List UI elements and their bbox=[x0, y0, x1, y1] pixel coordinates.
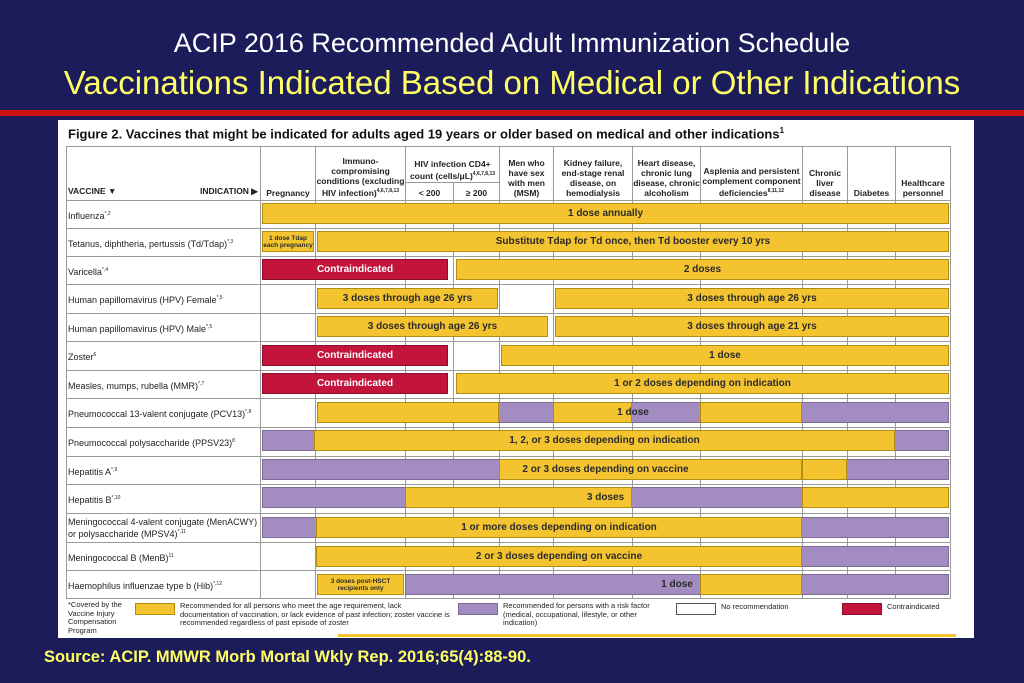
row-label-pcv13: Pneumococcal 13-valent conjugate $(PCV13)^{*,8}$ bbox=[68, 409, 252, 419]
col-header-immunocompromising: Immuno-compromising conditions (excluding HIV infection)$^{4,6,7,8,13}$ bbox=[316, 156, 405, 198]
row-label-hpv-female: Human papillomavirus (HPV) Female$^{*,5}$ bbox=[68, 295, 223, 305]
col-header-hiv-ge200: ≥ 200 bbox=[465, 188, 488, 198]
row-label-varicella: Varicella$^{*,4}$ bbox=[68, 266, 108, 277]
legend-purple-text: Recommended for persons with a risk factor (medical, occupational, lifestyle, or other indication) bbox=[503, 601, 650, 627]
bar-hib-hsct: 3 doses post-HSCT recipients only bbox=[317, 574, 404, 595]
vaccine-column-header: VACCINE ▼ bbox=[68, 186, 117, 196]
title-divider bbox=[0, 110, 1024, 116]
col-header-liver: Chronic liver disease bbox=[808, 168, 842, 198]
bar-tdap-pregnancy: 1 dose Tdap each pregnancy bbox=[262, 231, 314, 252]
legend-none-text: No recommendation bbox=[721, 602, 789, 611]
legend-yellow-swatch bbox=[135, 603, 175, 615]
col-header-hiv: HIV infection CD4+ count (cells/μL)$^{4,6,7,8,13}$ bbox=[409, 159, 496, 181]
legend-purple-swatch bbox=[458, 603, 498, 615]
row-label-menb: Meningococcal B (MenB)$^{11}$ bbox=[68, 552, 174, 563]
row-label-ppsv23: Pneumococcal polysaccharide (PPSV23)$^8$ bbox=[68, 438, 235, 448]
col-header-pregnancy: Pregnancy bbox=[266, 188, 310, 198]
figure-title: Figure 2. Vaccines that might be indicated for adults aged 19 years or older based on medical and other indications$^1$ bbox=[68, 126, 785, 142]
bar-mmr-contraindicated: Contraindicated bbox=[262, 373, 448, 394]
slide-subtitle: Vaccinations Indicated Based on Medical or Other Indications bbox=[63, 64, 961, 101]
row-label-influenza: Influenza$^{*,2}$ bbox=[68, 210, 111, 221]
col-header-msm: Men who have sex with men (MSM) bbox=[508, 158, 545, 198]
row-label-hpv-male: Human papillomavirus (HPV) Male$^{*,5}$ bbox=[68, 323, 213, 334]
row-label-mmr: Measles, mumps, rubella (MMR)$^{*,7}$ bbox=[68, 380, 205, 391]
bar-hpv-male-right: 3 doses through age 21 yrs bbox=[555, 316, 949, 337]
bar-pcv13-label: 1 dose bbox=[617, 406, 649, 418]
bar-influenza: 1 dose annually bbox=[262, 203, 949, 224]
figure-bottom-accent bbox=[338, 634, 956, 637]
row-label-hepatitis-b: Hepatitis $B^{*,10}$ bbox=[68, 495, 121, 505]
col-header-kidney: Kidney failure, end-stage renal disease, on hemodialysis bbox=[561, 158, 625, 198]
col-header-diabetes: Diabetes bbox=[853, 188, 890, 198]
bar-hpv-female-left: 3 doses through age 26 yrs bbox=[317, 288, 498, 309]
bar-zoster-contraindicated: Contraindicated bbox=[262, 345, 448, 366]
col-header-asplenia: Asplenia and persistent complement component deficiencies$^{8,11,12}$ bbox=[702, 166, 801, 198]
col-header-healthcare: Healthcare personnel bbox=[901, 178, 945, 198]
indication-header: INDICATION ▶ bbox=[200, 186, 258, 196]
row-label-menacwy: Meningococcal 4-valent conjugate (MenACWY) or polysaccharide (MPSV4)$^{*,11}$ bbox=[68, 517, 258, 539]
bar-hepatitis-b-label: 3 doses bbox=[586, 491, 625, 503]
legend-contra-swatch bbox=[842, 603, 882, 615]
legend-contra-text: Contraindicated bbox=[887, 602, 940, 611]
row-label-hib: Haemophilus influenzae type b (Hib)$^{*,12}$ bbox=[68, 580, 222, 591]
bar-ppsv23: 1, 2, or 3 doses depending on indication bbox=[314, 430, 895, 451]
legend-covered-note: *Covered by the Vaccine Injury Compensation Program bbox=[68, 600, 122, 635]
slide-title: ACIP 2016 Recommended Adult Immunization Schedule bbox=[173, 28, 851, 58]
legend-yellow-text: Recommended for all persons who meet the age requirement, lack documentation of vaccination, or lack evidence of past infection; zoster vaccine is recommended regardless of past episode of zoster bbox=[180, 601, 450, 627]
row-label-zoster: Zoster$^6$ bbox=[68, 352, 97, 362]
bar-hib-label: 1 dose bbox=[661, 578, 693, 590]
bar-varicella-contraindicated: Contraindicated bbox=[262, 259, 448, 280]
bar-menacwy: 1 or more doses depending on indication bbox=[316, 517, 802, 538]
legend-none-swatch bbox=[676, 603, 716, 615]
bar-mmr: 1 or 2 doses depending on indication bbox=[456, 373, 949, 394]
bar-varicella: 2 doses bbox=[456, 259, 949, 280]
bar-hepatitis-a-label: 2 or 3 doses depending on vaccine bbox=[522, 463, 689, 475]
bar-hpv-female-right: 3 doses through age 26 yrs bbox=[555, 288, 949, 309]
row-label-tdap: Tetanus, diphtheria, pertussis (Td/Tdap)$^{*,3}$ bbox=[68, 238, 234, 249]
col-header-hiv-lt200: < 200 bbox=[418, 188, 441, 198]
row-label-hepatitis-a: Hepatitis $A^{*,9}$ bbox=[68, 466, 118, 477]
bar-hpv-male-left: 3 doses through age 26 yrs bbox=[317, 316, 548, 337]
source-citation: Source: ACIP. MMWR Morb Mortal Wkly Rep. 2016;65(4):88-90. bbox=[44, 648, 531, 666]
bar-menb: 2 or 3 doses depending on vaccine bbox=[316, 546, 802, 567]
bar-zoster: 1 dose bbox=[501, 345, 949, 366]
bar-tdap: Substitute Tdap for Td once, then Td booster every 10 yrs bbox=[317, 231, 949, 252]
col-header-heart-lung: Heart disease, chronic lung disease, chronic alcoholism bbox=[633, 158, 700, 198]
